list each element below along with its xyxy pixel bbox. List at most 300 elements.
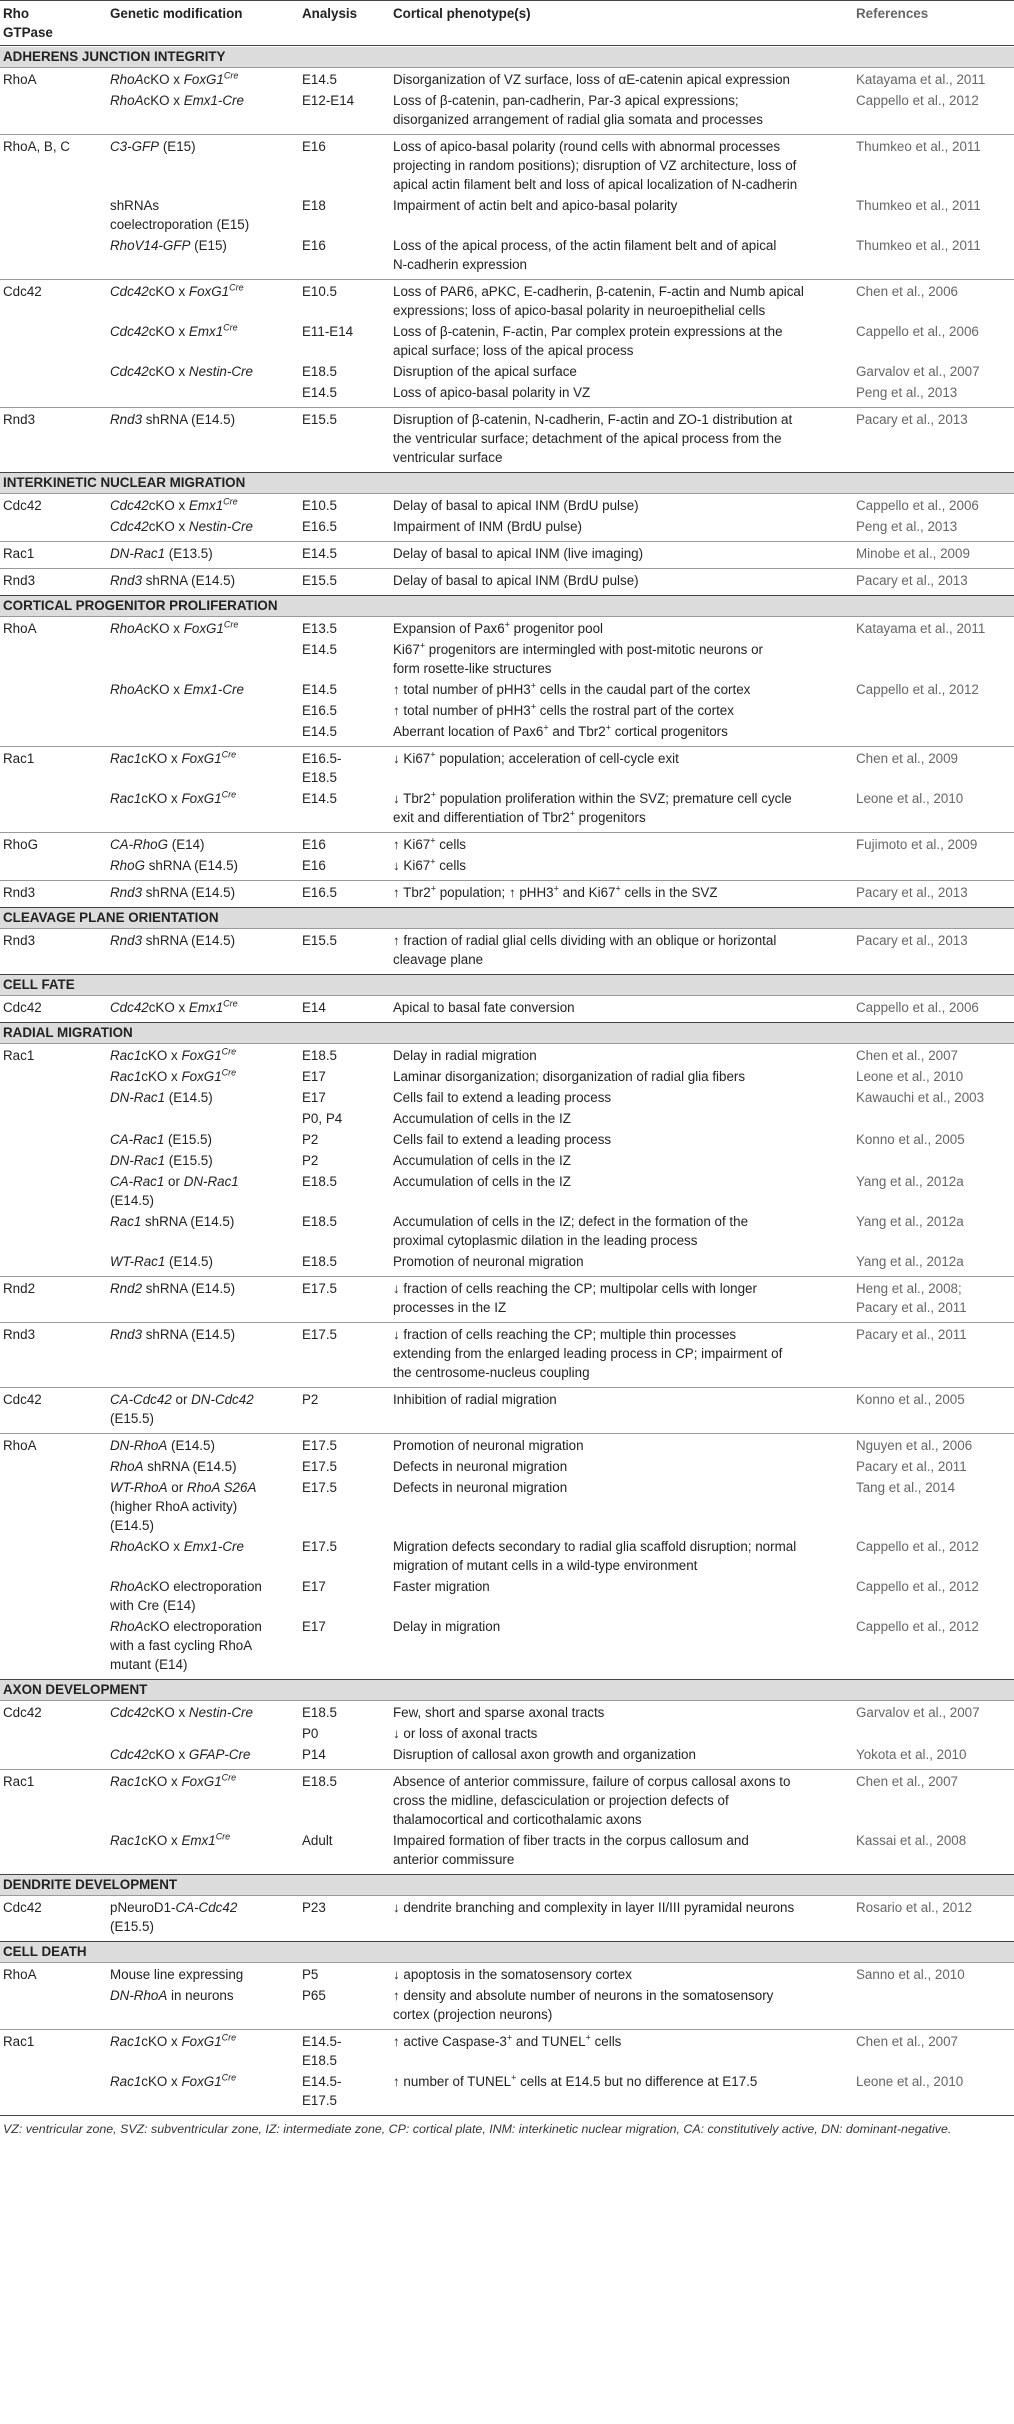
analysis-cell: E14.5 [302, 385, 337, 400]
table-row [0, 1724, 1014, 1743]
analysis-cell: P2 [302, 1392, 319, 1407]
phenotype-cell: Disruption of callosal axon growth and organization [393, 1747, 696, 1762]
reference-cell: Thumkeo et al., 2011 [856, 198, 981, 213]
table-row [0, 544, 1014, 563]
reference-cell: Peng et al., 2013 [856, 519, 958, 534]
reference-cell: Leone et al., 2010 [856, 791, 964, 806]
table-rule [0, 928, 1014, 929]
phenotype-cell: Loss of β-catenin, F-actin, Par complex protein expressions at the apical surface; loss of the apical process [393, 324, 783, 358]
analysis-cell: E11-E14 [302, 324, 354, 339]
phenotype-cell: Loss of apico-basal polarity (round cells with abnormal processes projecting in random positions); disruption of VZ architecture, loss of apical actin filament belt and loss of apical localization of N-cadherin [393, 139, 798, 192]
analysis-cell: E14.5 [302, 724, 337, 739]
phenotype-cell: Absence of anterior commissure, failure of corpus callosal axons to cross the midline, defasciculation or projection defects of thalamocortical and corticothalamic axons [393, 1774, 791, 1827]
analysis-cell: E17.5 [302, 1438, 337, 1453]
table-row [0, 1252, 1014, 1271]
phenotype-cell: ↑ fraction of radial glial cells dividing with an oblique or horizontal cleavage plane [393, 933, 777, 967]
reference-cell: Heng et al., 2008; Pacary et al., 2011 [856, 1281, 967, 1315]
analysis-cell: E14.5 [302, 546, 337, 561]
reference-cell: Katayama et al., 2011 [856, 621, 986, 636]
analysis-cell: Adult [302, 1833, 333, 1848]
analysis-cell: E14.5 [302, 682, 337, 697]
section-header [0, 1023, 1014, 1043]
genetic-modification-cell: RhoA shRNA (E14.5) [110, 1459, 237, 1474]
analysis-cell: E18.5 [302, 1174, 337, 1189]
genetic-modification-cell: RhoAcKO x Emx1-Cre [110, 93, 244, 108]
genetic-modification-cell: Rac1cKO x $FoxG1^{Cre}$ [110, 789, 237, 806]
genetic-modification-cell: Cdc42cKO x $Emx1^{Cre}$ [110, 496, 238, 513]
table-row [0, 282, 1014, 320]
table-row [0, 236, 1014, 274]
genetic-modification-cell: Rac1cKO x $Emx1^{Cre}$ [110, 1831, 231, 1848]
genetic-modification-cell: Rac1cKO x $FoxG1^{Cre}$ [110, 1772, 237, 1789]
genetic-modification-cell: Rnd3 shRNA (E14.5) [110, 933, 236, 948]
table-row [0, 1109, 1014, 1128]
genetic-modification-cell: Rnd3 shRNA (E14.5) [110, 1327, 236, 1342]
genetic-modification-cell: Rac1 shRNA (E14.5) [110, 1214, 235, 1229]
reference-cell: Cappello et al., 2012 [856, 1539, 979, 1554]
reference-cell: Katayama et al., 2011 [856, 72, 986, 87]
reference-cell: Thumkeo et al., 2011 [856, 238, 981, 253]
phenotype-cell: Few, short and sparse axonal tracts [393, 1705, 605, 1720]
table-row [0, 680, 1014, 699]
phenotype-cell: Apical to basal fate conversion [393, 1000, 575, 1015]
genetic-modification-cell: RhoAcKO x $FoxG1^{Cre}$ [110, 70, 239, 87]
table-row [0, 1088, 1014, 1107]
section-title: RADIAL MIGRATION [3, 1025, 133, 1040]
analysis-cell: E16.5 [302, 519, 337, 534]
phenotype-cell: Defects in neuronal migration [393, 1459, 568, 1474]
section-title: CELL FATE [3, 977, 75, 992]
genetic-modification-cell: Cdc42cKO x GFAP-Cre [110, 1747, 251, 1762]
table-row [0, 1537, 1014, 1575]
reference-cell: Chen et al., 2006 [856, 284, 958, 299]
table-row [0, 1067, 1014, 1086]
table-rule [0, 880, 1014, 881]
section-header [0, 1680, 1014, 1700]
table-row [0, 1986, 1014, 2024]
reference-cell: Minobe et al., 2009 [856, 546, 970, 561]
reference-cell: Konno et al., 2005 [856, 1132, 965, 1147]
phenotype-cell: Delay in radial migration [393, 1048, 537, 1063]
header-analysis: Analysis [302, 6, 358, 21]
table-row [0, 701, 1014, 720]
genetic-modification-cell: Rac1cKO x $FoxG1^{Cre}$ [110, 1046, 237, 1063]
table-row [0, 322, 1014, 360]
reference-cell: Rosario et al., 2012 [856, 1900, 973, 1915]
table-row [0, 410, 1014, 467]
reference-cell: Pacary et al., 2011 [856, 1327, 967, 1342]
table-rule [0, 746, 1014, 747]
table-rule [0, 1962, 1014, 1963]
gtpase-cell: Rac1 [3, 546, 35, 561]
section-title: CORTICAL PROGENITOR PROLIFERATION [3, 598, 278, 613]
table-row [0, 70, 1014, 89]
phenotype-cell: Accumulation of cells in the IZ [393, 1111, 571, 1126]
reference-cell: Yang et al., 2012a [856, 1174, 964, 1189]
reference-cell: Cappello et al., 2006 [856, 498, 979, 513]
gtpase-cell: Cdc42 [3, 284, 42, 299]
genetic-modification-cell: Cdc42cKO x $Emx1^{Cre}$ [110, 322, 238, 339]
analysis-cell: E14 [302, 1000, 326, 1015]
genetic-modification-cell: CA-Cdc42 or DN-Cdc42 (E15.5) [110, 1392, 254, 1426]
header-rho-gtpase: Rho GTPase [3, 6, 53, 40]
genetic-modification-cell: RhoV14-GFP (E15) [110, 238, 227, 253]
analysis-cell: E18 [302, 198, 326, 213]
table-row [0, 1965, 1014, 1984]
gtpase-cell: Rnd3 [3, 412, 36, 427]
table-row [0, 883, 1014, 902]
phenotype-cell: Delay in migration [393, 1619, 501, 1634]
table-rule [0, 2115, 1014, 2116]
reference-cell: Leone et al., 2010 [856, 1069, 964, 1084]
section-header [0, 975, 1014, 995]
genetic-modification-cell: RhoG shRNA (E14.5) [110, 858, 239, 873]
section-header [0, 908, 1014, 928]
table-row [0, 137, 1014, 194]
table-row [0, 1325, 1014, 1382]
reference-cell: Tang et al., 2014 [856, 1480, 956, 1495]
table-rule [0, 1433, 1014, 1434]
analysis-cell: E10.5 [302, 498, 337, 513]
table-rule [0, 1322, 1014, 1323]
table-rule [0, 134, 1014, 135]
phenotype-cell: ↑ active Caspase-3+ and TUNEL+ cells [393, 2032, 622, 2049]
section-title: INTERKINETIC NUCLEAR MIGRATION [3, 475, 246, 490]
genetic-modification-cell: pNeuroD1-CA-Cdc42 (E15.5) [110, 1900, 238, 1934]
reference-cell: Cappello et al., 2012 [856, 1619, 979, 1634]
table-rule [0, 407, 1014, 408]
phenotype-cell: ↑ Tbr2+ population; ↑ pHH3+ and Ki67+ cells in the SVZ [393, 883, 718, 900]
table-row [0, 789, 1014, 827]
analysis-cell: E14.5 [302, 642, 337, 657]
genetic-modification-cell: CA-Rac1 (E15.5) [110, 1132, 212, 1147]
phenotype-cell: Expansion of Pax6+ progenitor pool [393, 619, 603, 636]
table-row [0, 835, 1014, 854]
genetic-modification-cell: Cdc42cKO x Nestin-Cre [110, 364, 253, 379]
analysis-cell: E16.5 [302, 885, 337, 900]
phenotype-cell: Promotion of neuronal migration [393, 1254, 584, 1269]
table-row [0, 1478, 1014, 1535]
gtpase-cell: Rac1 [3, 2034, 35, 2049]
table-row [0, 1457, 1014, 1476]
genetic-modification-cell: DN-Rac1 (E14.5) [110, 1090, 213, 1105]
table-row [0, 998, 1014, 1017]
table-row [0, 196, 1014, 234]
genetic-modification-cell: Cdc42cKO x Nestin-Cre [110, 519, 253, 534]
gtpase-cell: Rnd3 [3, 573, 36, 588]
reference-cell: Cappello et al., 2006 [856, 1000, 979, 1015]
phenotype-cell: ↑ number of TUNEL+ cells at E14.5 but no difference at E17.5 [393, 2072, 758, 2089]
reference-cell: Chen et al., 2007 [856, 2034, 958, 2049]
reference-cell: Cappello et al., 2012 [856, 1579, 979, 1594]
table-rule [0, 1769, 1014, 1770]
gtpase-cell: Rnd3 [3, 933, 36, 948]
reference-cell: Fujimoto et al., 2009 [856, 837, 978, 852]
phenotype-cell: ↑ total number of pHH3+ cells in the caudal part of the cortex [393, 680, 751, 697]
table-row [0, 1617, 1014, 1674]
reference-cell: Yang et al., 2012a [856, 1254, 964, 1269]
reference-cell: Cappello et al., 2012 [856, 682, 979, 697]
phenotype-cell: ↓ apoptosis in the somatosensory cortex [393, 1967, 632, 1982]
gtpase-cell: RhoA [3, 621, 37, 636]
reference-cell: Chen et al., 2007 [856, 1774, 958, 1789]
table-row [0, 2072, 1014, 2110]
table-rule [0, 279, 1014, 280]
section-header [0, 1942, 1014, 1962]
genetic-modification-cell: RhoAcKO electroporation with a fast cycling RhoA mutant (E14) [110, 1619, 262, 1672]
header-cortical-phenotypes: Cortical phenotype(s) [393, 6, 531, 21]
reference-cell: Kawauchi et al., 2003 [856, 1090, 985, 1105]
phenotype-cell: Disorganization of VZ surface, loss of αE-catenin apical expression [393, 72, 791, 87]
analysis-cell: E14.5 [302, 791, 337, 806]
gtpase-cell: Cdc42 [3, 1705, 42, 1720]
phenotype-cell: ↓ fraction of cells reaching the CP; multipolar cells with longer processes in the IZ [393, 1281, 757, 1315]
section-title: ADHERENS JUNCTION INTEGRITY [3, 49, 226, 64]
phenotype-cell: Delay of basal to apical INM (live imaging) [393, 546, 644, 561]
table-row [0, 931, 1014, 969]
genetic-modification-cell: Cdc42cKO x Nestin-Cre [110, 1705, 253, 1720]
phenotype-cell: ↑ total number of pHH3+ cells the rostral part of the cortex [393, 701, 734, 718]
phenotype-cell: Cells fail to extend a leading process [393, 1132, 612, 1147]
gtpase-cell: Cdc42 [3, 1392, 42, 1407]
genetic-modification-cell: Rnd3 shRNA (E14.5) [110, 885, 236, 900]
section-title: DENDRITE DEVELOPMENT [3, 1877, 178, 1892]
reference-cell: Pacary et al., 2013 [856, 412, 968, 427]
phenotype-cell: ↓ dendrite branching and complexity in layer II/III pyramidal neurons [393, 1900, 795, 1915]
gtpase-cell: RhoA [3, 72, 37, 87]
table-row [0, 1898, 1014, 1936]
analysis-cell: P5 [302, 1967, 319, 1982]
section-title: CLEAVAGE PLANE ORIENTATION [3, 910, 219, 925]
table-row [0, 362, 1014, 381]
analysis-cell: E14.5- E17.5 [302, 2074, 342, 2108]
section-header [0, 473, 1014, 493]
gtpase-cell: Rac1 [3, 1774, 35, 1789]
genetic-modification-cell: RhoAcKO x Emx1-Cre [110, 682, 244, 697]
table-row [0, 1130, 1014, 1149]
table-row [0, 91, 1014, 129]
reference-cell: Pacary et al., 2013 [856, 573, 968, 588]
genetic-modification-cell: RhoAcKO x $FoxG1^{Cre}$ [110, 619, 239, 636]
table-rule [0, 1043, 1014, 1044]
analysis-cell: P0, P4 [302, 1111, 343, 1126]
header-genetic-modification: Genetic modification [110, 6, 243, 21]
phenotype-cell: ↓ fraction of cells reaching the CP; multiple thin processes extending from the enlarged leading process in CP; impairment of the centrosome-nucleus coupling [393, 1327, 783, 1380]
table-row [0, 1703, 1014, 1722]
reference-cell: Kassai et al., 2008 [856, 1833, 967, 1848]
phenotype-cell: Accumulation of cells in the IZ; defect in the formation of the proximal cytoplasmic dilation in the leading process [393, 1214, 749, 1248]
analysis-cell: E16 [302, 238, 326, 253]
phenotype-cell: ↓ Ki67+ population; acceleration of cell-cycle exit [393, 749, 679, 766]
genetic-modification-cell: CA-Rac1 or DN-Rac1 (E14.5) [110, 1174, 239, 1208]
phenotype-cell: Laminar disorganization; disorganization of radial glia fibers [393, 1069, 746, 1084]
genetic-modification-cell: Rnd3 shRNA (E14.5) [110, 573, 236, 588]
table-row [0, 496, 1014, 515]
reference-cell: Yang et al., 2012a [856, 1214, 964, 1229]
reference-cell: Peng et al., 2013 [856, 385, 958, 400]
analysis-cell: E17 [302, 1619, 326, 1634]
reference-cell: Garvalov et al., 2007 [856, 1705, 980, 1720]
table-rule [0, 67, 1014, 68]
table-rule [0, 1276, 1014, 1277]
reference-cell: Sanno et al., 2010 [856, 1967, 965, 1982]
genetic-modification-cell: DN-RhoA in neurons [110, 1988, 234, 2003]
genetic-modification-cell: Rac1cKO x $FoxG1^{Cre}$ [110, 1067, 237, 1084]
analysis-cell: E18.5 [302, 1048, 337, 1063]
gtpase-cell: Rnd3 [3, 885, 36, 900]
genetic-modification-cell: DN-RhoA (E14.5) [110, 1438, 215, 1453]
phenotype-cell: Loss of the apical process, of the actin filament belt and of apical N-cadherin expression [393, 238, 777, 272]
analysis-cell: E18.5 [302, 1705, 337, 1720]
table-row [0, 571, 1014, 590]
genetic-modification-cell: DN-Rac1 (E13.5) [110, 546, 213, 561]
table-rule [0, 832, 1014, 833]
phenotype-cell: Disruption of β-catenin, N-cadherin, F-actin and ZO-1 distribution at the ventricular surface; detachment of the apical process from the ventricular surface [393, 412, 793, 465]
phenotype-cell: Ki67+ progenitors are intermingled with post-mitotic neurons or form rosette-like structures [393, 640, 763, 676]
reference-cell: Yokota et al., 2010 [856, 1747, 967, 1762]
phenotype-cell: Faster migration [393, 1579, 490, 1594]
section-title: AXON DEVELOPMENT [3, 1682, 148, 1697]
gtpase-cell: Cdc42 [3, 1900, 42, 1915]
analysis-cell: E17 [302, 1090, 326, 1105]
phenotype-cell: Loss of apico-basal polarity in VZ [393, 385, 591, 400]
table-rule [0, 1700, 1014, 1701]
section-header [0, 596, 1014, 616]
table-row [0, 1279, 1014, 1317]
table-row [0, 517, 1014, 536]
table-rule [0, 1895, 1014, 1896]
genetic-modification-cell: Rac1cKO x $FoxG1^{Cre}$ [110, 2032, 237, 2049]
reference-cell: Chen et al., 2007 [856, 1048, 958, 1063]
table-row [0, 1151, 1014, 1170]
reference-cell: Pacary et al., 2013 [856, 885, 968, 900]
analysis-cell: E12-E14 [302, 93, 355, 108]
genetic-modification-cell: RhoAcKO electroporation with Cre (E14) [110, 1579, 262, 1613]
phenotype-cell: Impairment of actin belt and apico-basal polarity [393, 198, 678, 213]
reference-cell: Pacary et al., 2011 [856, 1459, 967, 1474]
genetic-modification-cell: Rac1cKO x $FoxG1^{Cre}$ [110, 2072, 237, 2089]
genetic-modification-cell: shRNAs coelectroporation (E15) [110, 198, 250, 232]
section-title: CELL DEATH [3, 1944, 87, 1959]
table-row [0, 722, 1014, 741]
analysis-cell: E17 [302, 1579, 326, 1594]
table-rule [0, 568, 1014, 569]
genetic-modification-cell: Cdc42cKO x $FoxG1^{Cre}$ [110, 282, 244, 299]
header-references: References [856, 6, 929, 21]
table-rule [0, 616, 1014, 617]
table-row [0, 1745, 1014, 1764]
phenotype-cell: Impaired formation of fiber tracts in the corpus callosum and anterior commissure [393, 1833, 749, 1867]
section-header [0, 47, 1014, 67]
gtpase-cell: Cdc42 [3, 498, 42, 513]
reference-cell: Garvalov et al., 2007 [856, 364, 980, 379]
phenotype-cell: Migration defects secondary to radial glia scaffold disruption; normal migration of mutant cells in a wild-type environment [393, 1539, 797, 1573]
analysis-cell: E15.5 [302, 412, 337, 427]
genetic-modification-cell: RhoAcKO x Emx1-Cre [110, 1539, 244, 1554]
table-row [0, 856, 1014, 875]
analysis-cell: E14.5 [302, 72, 337, 87]
analysis-cell: E18.5 [302, 1774, 337, 1789]
analysis-cell: E17.5 [302, 1539, 337, 1554]
analysis-cell: E10.5 [302, 284, 337, 299]
phenotype-cell: Impairment of INM (BrdU pulse) [393, 519, 583, 534]
gtpase-cell: Rac1 [3, 751, 35, 766]
gtpase-cell: RhoA [3, 1967, 37, 1982]
genetic-modification-cell: Mouse line expressing [110, 1967, 244, 1982]
gtpase-cell: RhoG [3, 837, 38, 852]
phenotype-cell: Loss of β-catenin, pan-cadherin, Par-3 apical expressions; disorganized arrangement of radial glia somata and processes [393, 93, 763, 127]
gtpase-cell: Rnd3 [3, 1327, 36, 1342]
gtpase-cell: Rac1 [3, 1048, 35, 1063]
genetic-modification-cell: WT-Rac1 (E14.5) [110, 1254, 213, 1269]
table-rule [0, 493, 1014, 494]
analysis-cell: E16.5 [302, 703, 337, 718]
analysis-cell: E17.5 [302, 1327, 337, 1342]
reference-cell: Thumkeo et al., 2011 [856, 139, 981, 154]
table-row [0, 1390, 1014, 1428]
table-row [0, 1172, 1014, 1210]
analysis-cell: E17.5 [302, 1480, 337, 1495]
reference-cell: Nguyen et al., 2006 [856, 1438, 973, 1453]
analysis-cell: E16 [302, 139, 326, 154]
gtpase-cell: Cdc42 [3, 1000, 42, 1015]
table-row [0, 619, 1014, 638]
genetic-modification-cell: CA-RhoG (E14) [110, 837, 205, 852]
analysis-cell: P65 [302, 1988, 326, 2003]
analysis-cell: E14.5- E18.5 [302, 2034, 342, 2068]
table-row [0, 1772, 1014, 1829]
reference-cell: Chen et al., 2009 [856, 751, 958, 766]
analysis-cell: E18.5 [302, 364, 337, 379]
genetic-modification-cell: Rnd3 shRNA (E14.5) [110, 412, 236, 427]
table-row [0, 1046, 1014, 1065]
analysis-cell: P2 [302, 1153, 319, 1168]
phenotype-cell: ↓ Ki67+ cells [393, 856, 466, 873]
analysis-cell: P0 [302, 1726, 319, 1741]
phenotype-cell: ↓ Tbr2+ population proliferation within the SVZ; premature cell cycle exit and differentiation of Tbr2+ progenitors [393, 789, 792, 825]
table-row [0, 2032, 1014, 2070]
table-rule [0, 2029, 1014, 2030]
table-footnote: VZ: ventricular zone, SVZ: subventricular zone, IZ: intermediate zone, CP: cortical plate, INM: interkinetic nuclear migration, CA: constitutively active, DN: dominant-negative. [3, 2122, 952, 2136]
table-row [0, 1212, 1014, 1250]
phenotype-cell: Promotion of neuronal migration [393, 1438, 584, 1453]
phenotype-cell: ↑ density and absolute number of neurons in the somatosensory cortex (projection neurons) [393, 1988, 774, 2022]
phenotype-cell: Accumulation of cells in the IZ [393, 1153, 571, 1168]
phenotype-cell: Accumulation of cells in the IZ [393, 1174, 571, 1189]
reference-cell: Leone et al., 2010 [856, 2074, 964, 2089]
analysis-cell: P14 [302, 1747, 326, 1762]
analysis-cell: E16.5- E18.5 [302, 751, 342, 785]
genetic-modification-cell: Rac1cKO x $FoxG1^{Cre}$ [110, 749, 237, 766]
table-row [0, 640, 1014, 678]
phenotype-cell: Inhibition of radial migration [393, 1392, 557, 1407]
table-row [0, 749, 1014, 787]
reference-cell: Cappello et al., 2006 [856, 324, 979, 339]
analysis-cell: E15.5 [302, 573, 337, 588]
genetic-modification-cell: DN-Rac1 (E15.5) [110, 1153, 213, 1168]
section-header [0, 1875, 1014, 1895]
phenotype-cell: Defects in neuronal migration [393, 1480, 568, 1495]
phenotype-cell: ↓ or loss of axonal tracts [393, 1726, 538, 1741]
genetic-modification-cell: WT-RhoA or RhoA S26A (higher RhoA activity) (E14.5) [110, 1480, 257, 1533]
phenotype-cell: Cells fail to extend a leading process [393, 1090, 612, 1105]
phenotype-cell: Delay of basal to apical INM (BrdU pulse) [393, 573, 639, 588]
analysis-cell: E13.5 [302, 621, 337, 636]
analysis-cell: E16 [302, 837, 326, 852]
reference-cell: Konno et al., 2005 [856, 1392, 965, 1407]
genetic-modification-cell: C3-GFP (E15) [110, 139, 196, 154]
table-rule [0, 541, 1014, 542]
